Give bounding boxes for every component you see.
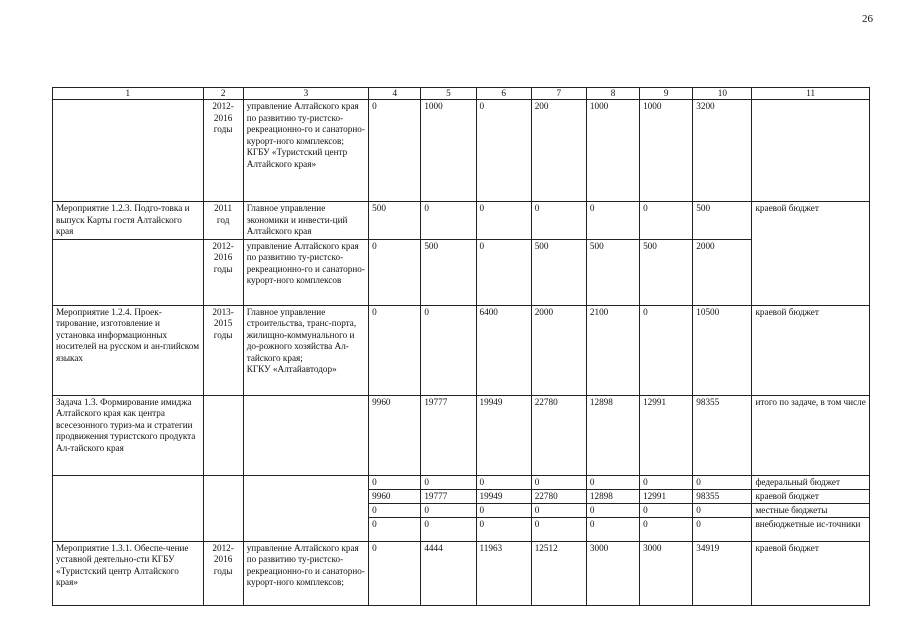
value-cell: 0 [586, 503, 639, 517]
task-name-cell: Задача 1.3. Формирование имиджа Алтайского края как центра всесезонного туриз-ма и стратегии продвижения туристского продукта Ал-тайского края [53, 395, 204, 475]
header-cell: 11 [752, 88, 870, 100]
total-cell: 98355 [693, 395, 752, 475]
value-cell: 19777 [421, 489, 476, 503]
value-cell: 6400 [476, 305, 531, 395]
value-cell: 0 [640, 202, 693, 240]
total-cell: 2000 [693, 239, 752, 305]
header-cell: 9 [640, 88, 693, 100]
source-cell: краевой бюджет [752, 541, 870, 605]
value-cell: 12991 [640, 489, 693, 503]
total-cell: 500 [693, 202, 752, 240]
value-cell: 12898 [586, 489, 639, 503]
value-cell: 12898 [586, 395, 639, 475]
activity-name-cell: Мероприятие 1.3.1. Обеспе-чение уставной деятельно-сти КГБУ «Туристский центр Алтайского края» [53, 541, 204, 605]
value-cell: 0 [476, 503, 531, 517]
value-cell: 0 [531, 503, 586, 517]
breakdown-row [53, 475, 870, 489]
page-number: 26 [862, 13, 873, 25]
value-cell: 2100 [586, 305, 639, 395]
value-cell: 0 [369, 475, 421, 489]
source-cell: итого по задаче, в том числе [752, 395, 870, 475]
value-cell: 0 [640, 517, 693, 541]
value-cell: 9960 [369, 395, 421, 475]
header-cell: 5 [421, 88, 476, 100]
header-cell: 3 [243, 88, 368, 100]
value-cell: 0 [421, 503, 476, 517]
total-cell: 3200 [693, 100, 752, 202]
value-cell: 0 [476, 475, 531, 489]
value-cell: 4444 [421, 541, 476, 605]
value-cell: 1000 [421, 100, 476, 202]
executor-cell: Главное управление строительства, транс-порта, жилищно-коммунального и до-рожного хозяйства Ал-тайского края; КГКУ «Алтайавтодор» [243, 305, 368, 395]
value-cell: 0 [369, 305, 421, 395]
value-cell: 0 [476, 517, 531, 541]
value-cell: 0 [476, 100, 531, 202]
years-cell [203, 395, 243, 475]
source-cell: местные бюджеты [752, 503, 870, 517]
activity-name-cell: Мероприятие 1.2.4. Проек-тирование, изготовление и установка информационных носителей на русском и ан-глийском языках [53, 305, 204, 395]
value-cell: 0 [369, 100, 421, 202]
value-cell: 0 [369, 503, 421, 517]
header-cell: 7 [531, 88, 586, 100]
value-cell: 22780 [531, 395, 586, 475]
table-row [53, 541, 870, 605]
total-cell: 34919 [693, 541, 752, 605]
value-cell: 0 [369, 239, 421, 305]
value-cell: 0 [369, 541, 421, 605]
value-cell: 1000 [586, 100, 639, 202]
table-row [53, 100, 870, 202]
value-cell: 0 [531, 202, 586, 240]
value-cell: 0 [421, 475, 476, 489]
value-cell: 0 [531, 517, 586, 541]
header-row [53, 88, 870, 100]
value-cell: 500 [640, 239, 693, 305]
value-cell: 0 [369, 517, 421, 541]
source-cell [752, 100, 870, 202]
value-cell: 500 [421, 239, 476, 305]
value-cell: 500 [586, 239, 639, 305]
value-cell: 0 [476, 239, 531, 305]
value-cell: 12512 [531, 541, 586, 605]
value-cell: 19949 [476, 489, 531, 503]
value-cell: 500 [369, 202, 421, 240]
header-cell: 8 [586, 88, 639, 100]
table-row [53, 202, 870, 240]
value-cell: 3000 [640, 541, 693, 605]
value-cell: 22780 [531, 489, 586, 503]
value-cell: 0 [586, 475, 639, 489]
value-cell: 19777 [421, 395, 476, 475]
executor-cell: управление Алтайского края по развитию ту-ристско-рекреационно-го и санаторно-курорт-ного комплексов; [243, 541, 368, 605]
table-row [53, 305, 870, 395]
years-cell: 2012- 2016 годы [203, 541, 243, 605]
total-cell: 10500 [693, 305, 752, 395]
source-cell: краевой бюджет [752, 202, 870, 306]
value-cell: 1000 [640, 100, 693, 202]
value-cell: 0 [640, 305, 693, 395]
activity-name-cell [53, 100, 204, 202]
years-cell: 2013- 2015 годы [203, 305, 243, 395]
value-cell: 9960 [369, 489, 421, 503]
total-cell: 0 [693, 503, 752, 517]
years-cell: 2012- 2016 годы [203, 100, 243, 202]
value-cell: 0 [640, 503, 693, 517]
years-cell: 2012- 2016 годы [203, 239, 243, 305]
executor-cell: управление Алтайского края по развитию ту-ристско-рекреационно-го и санаторно-курорт-ного комплексов [243, 239, 368, 305]
value-cell: 19949 [476, 395, 531, 475]
header-cell: 1 [53, 88, 204, 100]
empty-years-cell [203, 475, 243, 541]
total-cell: 0 [693, 517, 752, 541]
value-cell: 0 [476, 202, 531, 240]
header-cell: 10 [693, 88, 752, 100]
total-cell: 98355 [693, 489, 752, 503]
value-cell: 0 [421, 517, 476, 541]
header-cell: 6 [476, 88, 531, 100]
value-cell: 11963 [476, 541, 531, 605]
executor-cell [243, 395, 368, 475]
value-cell: 0 [586, 202, 639, 240]
value-cell: 200 [531, 100, 586, 202]
executor-cell: управление Алтайского края по развитию ту-ристско-рекреационно-го и санаторно-курорт-ного комплексов; КГБУ «Туристский центр Алтайского края» [243, 100, 368, 202]
value-cell: 0 [586, 517, 639, 541]
value-cell: 2000 [531, 305, 586, 395]
executor-cell: Главное управление экономики и инвести-ций Алтайского края [243, 202, 368, 240]
value-cell: 12991 [640, 395, 693, 475]
value-cell: 0 [531, 475, 586, 489]
header-cell: 2 [203, 88, 243, 100]
source-cell: краевой бюджет [752, 305, 870, 395]
source-cell: федеральный бюджет [752, 475, 870, 489]
value-cell: 0 [421, 305, 476, 395]
value-cell: 500 [531, 239, 586, 305]
empty-name-cell [53, 475, 204, 541]
program-table [52, 87, 870, 606]
years-cell: 2011 год [203, 202, 243, 240]
value-cell: 3000 [586, 541, 639, 605]
source-cell: краевой бюджет [752, 489, 870, 503]
source-cell: внебюджетные ис-точники [752, 517, 870, 541]
value-cell: 0 [640, 475, 693, 489]
activity-name-cell [53, 239, 204, 305]
header-cell: 4 [369, 88, 421, 100]
empty-executor-cell [243, 475, 368, 541]
table-row [53, 395, 870, 475]
value-cell: 0 [421, 202, 476, 240]
table-row [53, 239, 870, 305]
activity-name-cell: Мероприятие 1.2.3. Подго-товка и выпуск Карты гостя Алтайского края [53, 202, 204, 240]
total-cell: 0 [693, 475, 752, 489]
